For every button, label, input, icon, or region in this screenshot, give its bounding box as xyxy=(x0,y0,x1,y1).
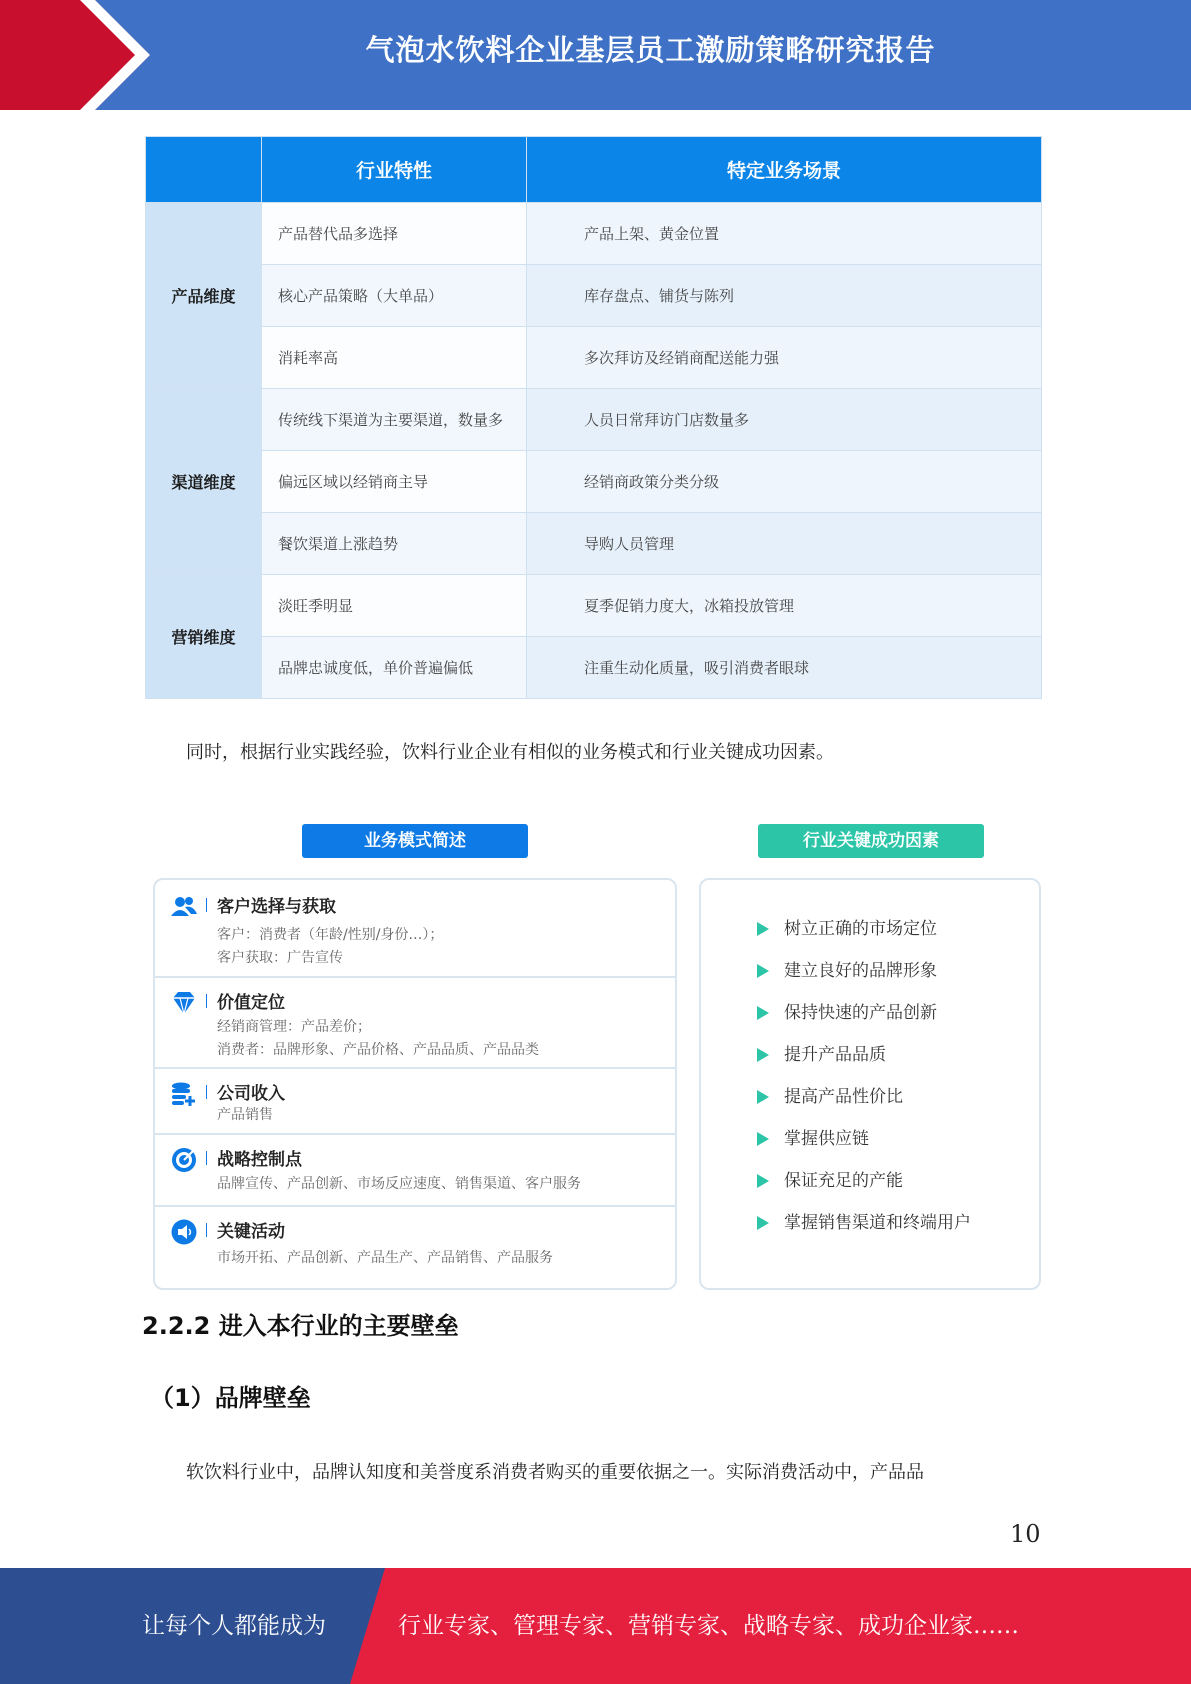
triangle-bullet-icon xyxy=(757,1006,769,1020)
factor-label: 掌握供应链 xyxy=(784,1129,869,1149)
diamond-icon xyxy=(171,990,197,1016)
scene-cell: 产品上架、黄金位置 xyxy=(527,203,1042,265)
business-model-box xyxy=(153,878,677,1290)
dimension-cell: 产品维度 xyxy=(146,203,262,389)
divider xyxy=(206,1085,207,1099)
triangle-bullet-icon xyxy=(757,1132,769,1146)
trait-cell: 偏远区域以经销商主导 xyxy=(262,451,527,513)
item-detail: 品牌宣传、产品创新、市场反应速度、销售渠道、客户服务 xyxy=(217,1176,581,1192)
list-item xyxy=(757,950,971,992)
key-success-factors-box xyxy=(699,878,1041,1290)
trait-cell: 产品替代品多选择 xyxy=(262,203,527,265)
table-corner-cell xyxy=(146,137,262,203)
factor-label: 掌握销售渠道和终端用户 xyxy=(784,1213,971,1233)
factor-label: 保证充足的产能 xyxy=(784,1171,903,1191)
table-row xyxy=(146,327,1042,389)
factor-label: 保持快速的产品创新 xyxy=(784,1003,937,1023)
item-detail: 经销商管理：产品差价； xyxy=(217,1019,371,1035)
business-model-diagram xyxy=(146,810,1046,1300)
body-paragraph: 软饮料行业中，品牌认知度和美誉度系消费者购买的重要依据之一。实际消费活动中，产品品 xyxy=(186,1462,924,1483)
divider xyxy=(206,1223,207,1237)
triangle-bullet-icon xyxy=(757,1048,769,1062)
list-item xyxy=(757,1034,971,1076)
scene-cell: 导购人员管理 xyxy=(527,513,1042,575)
item-title: 价值定位 xyxy=(217,993,285,1013)
list-item xyxy=(155,880,675,978)
list-item xyxy=(757,908,971,950)
coins-plus-icon xyxy=(171,1081,197,1107)
list-item xyxy=(155,1133,675,1207)
business-model-title: 业务模式简述 xyxy=(302,824,528,858)
list-item xyxy=(155,1205,675,1286)
table-header-scene: 特定业务场景 xyxy=(527,137,1042,203)
sub-heading: （1）品牌壁垒 xyxy=(150,1384,311,1412)
dimension-cell: 营销维度 xyxy=(146,575,262,699)
table-row xyxy=(146,513,1042,575)
list-item xyxy=(757,1160,971,1202)
factor-label: 树立正确的市场定位 xyxy=(784,919,937,939)
table-row xyxy=(146,203,1042,265)
footer-slogan-right: 行业专家、管理专家、营销专家、战略专家、成功企业家…… xyxy=(398,1613,1019,1639)
list-item xyxy=(757,992,971,1034)
item-detail: 产品销售 xyxy=(217,1107,273,1123)
item-detail: 客户获取：广告宣传 xyxy=(217,950,343,966)
scene-cell: 人员日常拜访门店数量多 xyxy=(527,389,1042,451)
triangle-bullet-icon xyxy=(757,1090,769,1104)
triangle-bullet-icon xyxy=(757,922,769,936)
table-row xyxy=(146,265,1042,327)
list-item xyxy=(155,1067,675,1135)
divider xyxy=(206,994,207,1008)
page-number: 10 xyxy=(1010,1520,1041,1548)
factor-label: 建立良好的品牌形象 xyxy=(784,961,937,981)
table-header-row xyxy=(146,137,1042,203)
trait-cell: 消耗率高 xyxy=(262,327,527,389)
scene-cell: 经销商政策分类分级 xyxy=(527,451,1042,513)
table-row xyxy=(146,637,1042,699)
list-item xyxy=(155,976,675,1069)
trait-cell: 淡旺季明显 xyxy=(262,575,527,637)
trait-cell: 核心产品策略（大单品） xyxy=(262,265,527,327)
triangle-bullet-icon xyxy=(757,1174,769,1188)
trait-cell: 传统线下渠道为主要渠道，数量多 xyxy=(262,389,527,451)
list-item xyxy=(757,1076,971,1118)
scene-cell: 夏季促销力度大，冰箱投放管理 xyxy=(527,575,1042,637)
page-footer xyxy=(0,1568,1191,1684)
section-heading: 2.2.2 进入本行业的主要壁垒 xyxy=(142,1312,459,1340)
speaker-icon xyxy=(171,1219,197,1245)
table-row xyxy=(146,451,1042,513)
success-factor-list xyxy=(757,908,971,1244)
item-title: 战略控制点 xyxy=(217,1150,302,1170)
trait-cell: 品牌忠诚度低，单价普遍偏低 xyxy=(262,637,527,699)
item-detail: 客户：消费者（年龄/性别/身份…）； xyxy=(217,927,444,943)
table-header-trait: 行业特性 xyxy=(262,137,527,203)
scene-cell: 注重生动化质量，吸引消费者眼球 xyxy=(527,637,1042,699)
trait-cell: 餐饮渠道上涨趋势 xyxy=(262,513,527,575)
triangle-bullet-icon xyxy=(757,964,769,978)
item-detail: 消费者：品牌形象、产品价格、产品品质、产品品类 xyxy=(217,1042,539,1058)
users-icon xyxy=(171,894,197,920)
body-paragraph: 同时，根据行业实践经验，饮料行业企业有相似的业务模式和行业关键成功因素。 xyxy=(186,742,834,763)
item-detail: 市场开拓、产品创新、产品生产、产品销售、产品服务 xyxy=(217,1250,553,1266)
triangle-bullet-icon xyxy=(757,1216,769,1230)
list-item xyxy=(757,1118,971,1160)
scene-cell: 库存盘点、铺货与陈列 xyxy=(527,265,1042,327)
table-row xyxy=(146,389,1042,451)
key-success-factors-title: 行业关键成功因素 xyxy=(758,824,984,858)
table-row xyxy=(146,575,1042,637)
list-item xyxy=(757,1202,971,1244)
page-header xyxy=(0,0,1191,110)
header-arrow-decoration xyxy=(0,0,300,110)
divider xyxy=(206,1151,207,1165)
target-icon xyxy=(171,1147,197,1173)
dimension-cell: 渠道维度 xyxy=(146,389,262,575)
factor-label: 提升产品品质 xyxy=(784,1045,886,1065)
header-title: 气泡水饮料企业基层员工激励策略研究报告 xyxy=(365,33,936,67)
factor-label: 提高产品性价比 xyxy=(784,1087,903,1107)
scene-cell: 多次拜访及经销商配送能力强 xyxy=(527,327,1042,389)
footer-slogan-left: 让每个人都能成为 xyxy=(142,1613,326,1639)
industry-feature-table xyxy=(145,136,1042,699)
item-title: 关键活动 xyxy=(217,1222,285,1242)
item-title: 客户选择与获取 xyxy=(217,897,336,917)
divider xyxy=(206,898,207,912)
item-title: 公司收入 xyxy=(217,1084,285,1104)
